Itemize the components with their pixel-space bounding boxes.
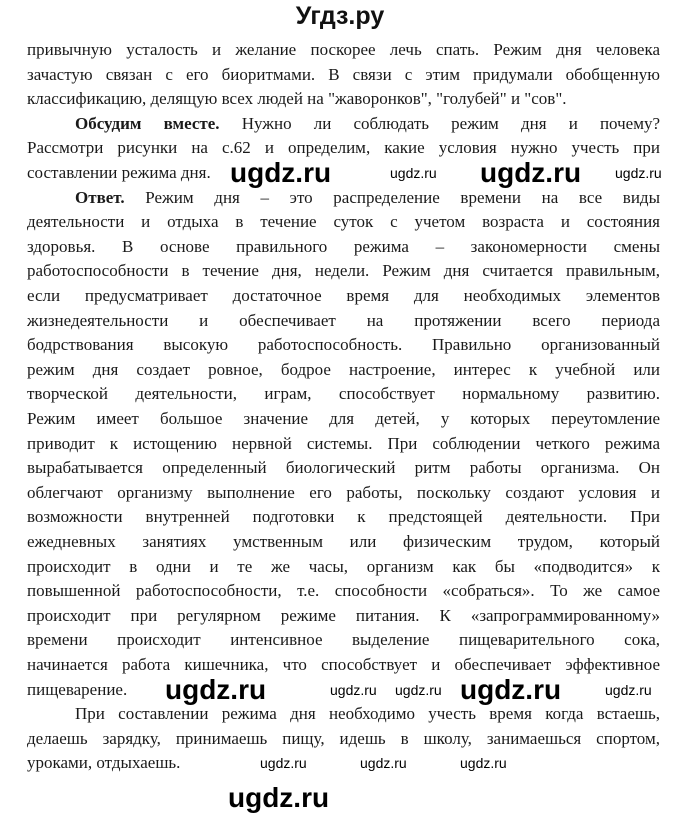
line-content bbox=[27, 653, 660, 677]
line-text: времени происходит интенсивное выделение пищеварительного сока, bbox=[27, 630, 660, 650]
line-content bbox=[75, 112, 660, 136]
line-content bbox=[27, 358, 660, 382]
watermark: ugdz.ru bbox=[615, 165, 662, 181]
text-line bbox=[27, 333, 660, 357]
text-line bbox=[27, 432, 660, 456]
line-text: приводит к истощению нервной системы. При соблюдении четкого режима bbox=[27, 433, 660, 453]
text-line bbox=[27, 407, 660, 431]
text-line bbox=[27, 210, 660, 234]
line-content bbox=[27, 87, 567, 111]
line-content bbox=[75, 186, 660, 210]
line-content bbox=[27, 259, 660, 283]
line-text: составлении режима дня. bbox=[27, 163, 211, 182]
line-text: При составлении режима дня необходимо учесть время когда встаешь, bbox=[75, 704, 660, 724]
bold-lead: Обсудим вместе. bbox=[75, 113, 220, 133]
line-content bbox=[27, 38, 660, 62]
line-text: Нужно ли соблюдать режим дня и почему? bbox=[219, 113, 660, 133]
line-content bbox=[27, 481, 660, 505]
line-text: пищеварение. bbox=[27, 679, 128, 699]
line-text: если предусматривает достаточное время для необходимых элементов bbox=[27, 286, 660, 305]
line-content bbox=[27, 284, 660, 308]
text-line bbox=[27, 284, 660, 308]
site-title: Угдз.ру bbox=[295, 2, 385, 30]
line-text: вырабатывается определенный биологический ритм работы организма. Он bbox=[27, 458, 660, 478]
watermark: ugdz.ru bbox=[460, 755, 507, 772]
line-text: жизнедеятельности и обеспечивает на протяжении всего периода bbox=[27, 310, 660, 330]
text-line bbox=[27, 63, 660, 87]
line-text: режим дня создает ровное, бодрое настроение, интерес к учебной или bbox=[27, 359, 660, 379]
text-line bbox=[27, 259, 660, 283]
text-line bbox=[27, 604, 660, 628]
text-line bbox=[27, 235, 660, 259]
line-text: возможности внутренней подготовки к предстоящей деятельности. При bbox=[27, 507, 660, 527]
watermark: ugdz.ru bbox=[395, 681, 442, 698]
text-line bbox=[27, 555, 660, 579]
watermark: ugdz.ru bbox=[360, 755, 407, 772]
line-content bbox=[27, 628, 660, 652]
text-line bbox=[27, 358, 660, 382]
line-content bbox=[27, 407, 660, 431]
text-line bbox=[27, 530, 660, 554]
line-content bbox=[27, 604, 660, 628]
line-text: творческой деятельности, играм, способствует нормальному развитию. bbox=[27, 384, 660, 404]
line-content bbox=[27, 530, 660, 554]
text-line bbox=[75, 186, 660, 210]
watermark: ugdz.ru bbox=[390, 165, 437, 181]
line-text: здоровья. В основе правильного режима – закономерности смены bbox=[27, 236, 660, 256]
line-content bbox=[27, 161, 211, 185]
line-content bbox=[27, 555, 660, 579]
line-text: привычную усталость и желание поскорее лечь спать. Режим дня человека bbox=[27, 40, 660, 59]
text-line bbox=[27, 38, 660, 62]
line-content bbox=[27, 456, 660, 480]
line-text: зачастую связан с его биоритмами. В связи с этим придумали обобщенную bbox=[27, 64, 660, 84]
line-content bbox=[27, 382, 660, 406]
text-line bbox=[75, 112, 660, 136]
line-text: Режим имеет большое значение для детей, у которых переутомление bbox=[27, 409, 660, 428]
line-content bbox=[27, 751, 180, 775]
text-line bbox=[75, 702, 660, 726]
line-text: деятельности и отдыха в течение суток с учетом возраста и состояния bbox=[27, 212, 660, 232]
text-line bbox=[27, 309, 660, 333]
line-text: происходит при регулярном режиме питания. К «запрограммированному» bbox=[27, 605, 660, 625]
line-content bbox=[27, 505, 660, 529]
line-content bbox=[75, 702, 660, 726]
line-text: начинается работа кишечника, что способствует и обеспечивает эффективное bbox=[27, 655, 660, 674]
watermark: ugdz.ru bbox=[260, 755, 307, 772]
line-content bbox=[27, 235, 660, 259]
text-line bbox=[27, 505, 660, 529]
line-text: уроками, отдыхаешь. bbox=[27, 753, 181, 773]
watermark: ugdz.ru bbox=[165, 673, 267, 705]
line-text: Рассмотри рисунки на с.62 и определим, какие условия нужно учесть при bbox=[27, 138, 660, 158]
line-text: делаешь зарядку, принимаешь пищу, идешь в школу, занимаешься спортом, bbox=[27, 728, 660, 748]
text-line bbox=[27, 653, 660, 677]
line-text: облегчают организму выполнение его работы, поскольку создают условия и bbox=[27, 482, 660, 502]
line-text: ежедневных занятиях умственным или физическим трудом, который bbox=[27, 532, 660, 551]
line-content bbox=[27, 579, 660, 603]
line-content bbox=[27, 727, 660, 751]
line-content bbox=[27, 333, 660, 357]
watermark: ugdz.ru bbox=[228, 782, 330, 813]
line-text: классификацию, делящую всех людей на "жаворонков", "голубей" и "сов". bbox=[27, 89, 567, 109]
line-content bbox=[27, 678, 127, 702]
line-text: Режим дня – это распределение времени на все виды bbox=[124, 187, 660, 207]
text-line bbox=[27, 727, 660, 751]
line-content bbox=[27, 63, 660, 87]
line-content bbox=[27, 432, 660, 456]
line-content bbox=[27, 210, 660, 234]
watermark: ugdz.ru bbox=[230, 157, 332, 188]
line-text: работоспособности в течение дня, недели. Режим дня считается правильным, bbox=[27, 261, 660, 281]
text-line bbox=[27, 579, 660, 603]
text-line bbox=[27, 481, 660, 505]
line-text: бодрствования высокую работоспособность. Правильно организованный bbox=[27, 335, 660, 355]
bold-lead: Ответ. bbox=[75, 187, 125, 207]
text-line bbox=[27, 751, 660, 775]
watermark: ugdz.ru bbox=[460, 673, 562, 705]
watermark: ugdz.ru bbox=[480, 157, 582, 188]
text-line bbox=[27, 87, 660, 111]
line-text: происходит в одни и те же часы, организм как бы «подводится» к bbox=[27, 556, 660, 576]
line-text: повышенной работоспособности, т.е. способности «собраться». То же самое bbox=[27, 581, 660, 601]
watermark: ugdz.ru bbox=[605, 681, 652, 698]
text-line bbox=[27, 456, 660, 480]
line-content bbox=[27, 309, 660, 333]
watermark: ugdz.ru bbox=[330, 681, 377, 698]
text-line bbox=[27, 628, 660, 652]
text-line bbox=[27, 382, 660, 406]
